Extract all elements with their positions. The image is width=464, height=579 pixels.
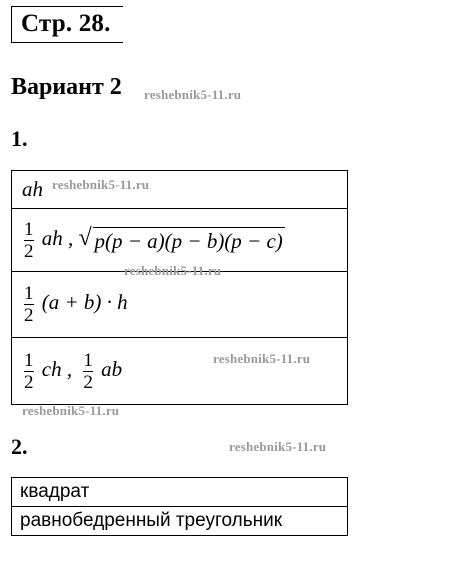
fraction-denominator: 2 (24, 371, 34, 393)
formula-part: (a + b) · h (41, 290, 128, 315)
watermark: reshebnik5-11.ru (52, 177, 150, 192)
table-row (12, 272, 348, 338)
fraction (24, 283, 34, 326)
watermark: reshebnik5-11.ru (22, 403, 120, 418)
table-cell (12, 507, 348, 536)
formula-part: ah , (41, 225, 74, 250)
watermark: reshebnik5-11.ru (124, 263, 222, 278)
section-2-number: 2. (11, 434, 28, 459)
fraction (24, 219, 34, 262)
table-cell (12, 272, 348, 338)
fraction-numerator: 1 (24, 283, 34, 304)
page-label: Стр. 28. (21, 10, 111, 37)
table-row (12, 478, 348, 507)
table-row (12, 507, 348, 536)
formula-area-right-triangle (12, 349, 123, 393)
formula-area-triangle (12, 218, 285, 262)
radicand: p(p − a)(p − b)(p − c) (94, 228, 283, 253)
watermark: reshebnik5-11.ru (229, 439, 327, 454)
formula-area-rectangle: ah (22, 177, 43, 201)
answer-isosceles-triangle: равнобедренный треугольник (20, 510, 283, 531)
fraction (83, 350, 93, 393)
answer-table (11, 477, 348, 536)
watermark: reshebnik5-11.ru (213, 351, 311, 366)
fraction-denominator: 2 (24, 240, 34, 262)
formula-area-trapezoid (12, 283, 128, 326)
fraction-numerator: 1 (83, 349, 93, 371)
watermark: reshebnik5-11.ru (144, 87, 242, 102)
table-cell (12, 338, 348, 405)
formula-part: ab (101, 356, 123, 381)
fraction-denominator: 2 (24, 305, 34, 326)
formula-part: ch , (41, 356, 73, 381)
formula-table (11, 170, 348, 405)
section-1-number: 1. (11, 126, 28, 151)
table-row (12, 338, 348, 405)
table-cell (12, 478, 348, 507)
answer-square: квадрат (20, 481, 90, 502)
fraction-numerator: 1 (24, 349, 34, 371)
fraction (24, 350, 34, 393)
fraction-numerator: 1 (24, 218, 34, 240)
variant-title: Вариант 2 (11, 74, 122, 100)
fraction-denominator: 2 (83, 371, 93, 393)
radical-sign-icon: √ (78, 224, 92, 251)
square-root (78, 224, 285, 254)
